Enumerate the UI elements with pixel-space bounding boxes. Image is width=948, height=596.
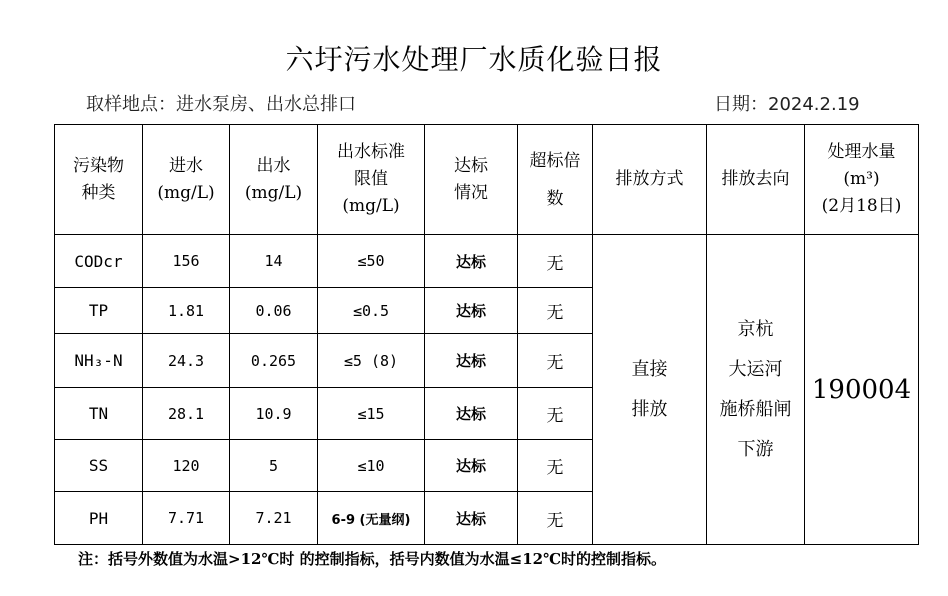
report-title: 六圩污水处理厂水质化验日报 [285, 43, 663, 76]
status-cell: 达标 [425, 440, 518, 492]
exceed-cell: 无 [518, 334, 593, 388]
header-discharge-method: 排放方式 [593, 125, 707, 235]
table-row [55, 235, 919, 288]
header-discharge-dest: 排放去向 [707, 125, 805, 235]
header-compliance: 达标 情况 [425, 125, 518, 235]
inflow-cell: 1.81 [143, 288, 230, 334]
inflow-cell: 7.71 [143, 492, 230, 545]
exceed-cell: 无 [518, 235, 593, 288]
outflow-cell: 10.9 [230, 388, 318, 440]
header-volume: 处理水量 (m³) (2月18日) [805, 125, 919, 235]
discharge-method-cell: 直接 排放 [593, 235, 707, 545]
status-cell: 达标 [425, 388, 518, 440]
report-date: 日期：2024.2.19 [714, 94, 860, 115]
outflow-cell: 7.21 [230, 492, 318, 545]
inflow-cell: 120 [143, 440, 230, 492]
limit-cell: 6-9 (无量纲) [318, 492, 425, 545]
sampling-location: 取样地点：进水泵房、出水总排口 [86, 94, 356, 115]
limit-cell: ≤10 [318, 440, 425, 492]
param-cell: PH [55, 492, 143, 545]
discharge-dest-cell: 京杭 大运河 施桥船闸 下游 [707, 235, 805, 545]
footnote: 注：括号外数值为水温>12℃时 的控制指标，括号内数值为水温≤12℃时的控制指标。 [78, 550, 667, 568]
param-cell: TP [55, 288, 143, 334]
outflow-cell: 5 [230, 440, 318, 492]
outflow-cell: 0.265 [230, 334, 318, 388]
status-cell: 达标 [425, 288, 518, 334]
status-cell: 达标 [425, 334, 518, 388]
inflow-cell: 24.3 [143, 334, 230, 388]
inflow-cell: 156 [143, 235, 230, 288]
volume-cell: 190004 [805, 235, 919, 545]
limit-cell: ≤0.5 [318, 288, 425, 334]
exceed-cell: 无 [518, 288, 593, 334]
header-outflow: 出水 (mg/L) [230, 125, 318, 235]
header-row [55, 125, 919, 235]
outflow-cell: 14 [230, 235, 318, 288]
header-inflow: 进水 (mg/L) [143, 125, 230, 235]
header-limit: 出水标准 限值 (mg/L) [318, 125, 425, 235]
water-quality-table [54, 124, 919, 545]
exceed-cell: 无 [518, 388, 593, 440]
param-cell: SS [55, 440, 143, 492]
inflow-cell: 28.1 [143, 388, 230, 440]
param-cell: CODcr [55, 235, 143, 288]
status-cell: 达标 [425, 235, 518, 288]
outflow-cell: 0.06 [230, 288, 318, 334]
exceed-cell: 无 [518, 492, 593, 545]
limit-cell: ≤50 [318, 235, 425, 288]
exceed-cell: 无 [518, 440, 593, 492]
limit-cell: ≤15 [318, 388, 425, 440]
limit-cell: ≤5 (8) [318, 334, 425, 388]
header-pollutant: 污染物 种类 [55, 125, 143, 235]
status-cell: 达标 [425, 492, 518, 545]
param-cell: TN [55, 388, 143, 440]
header-exceed: 超标倍 数 [518, 125, 593, 235]
param-cell: NH₃-N [55, 334, 143, 388]
